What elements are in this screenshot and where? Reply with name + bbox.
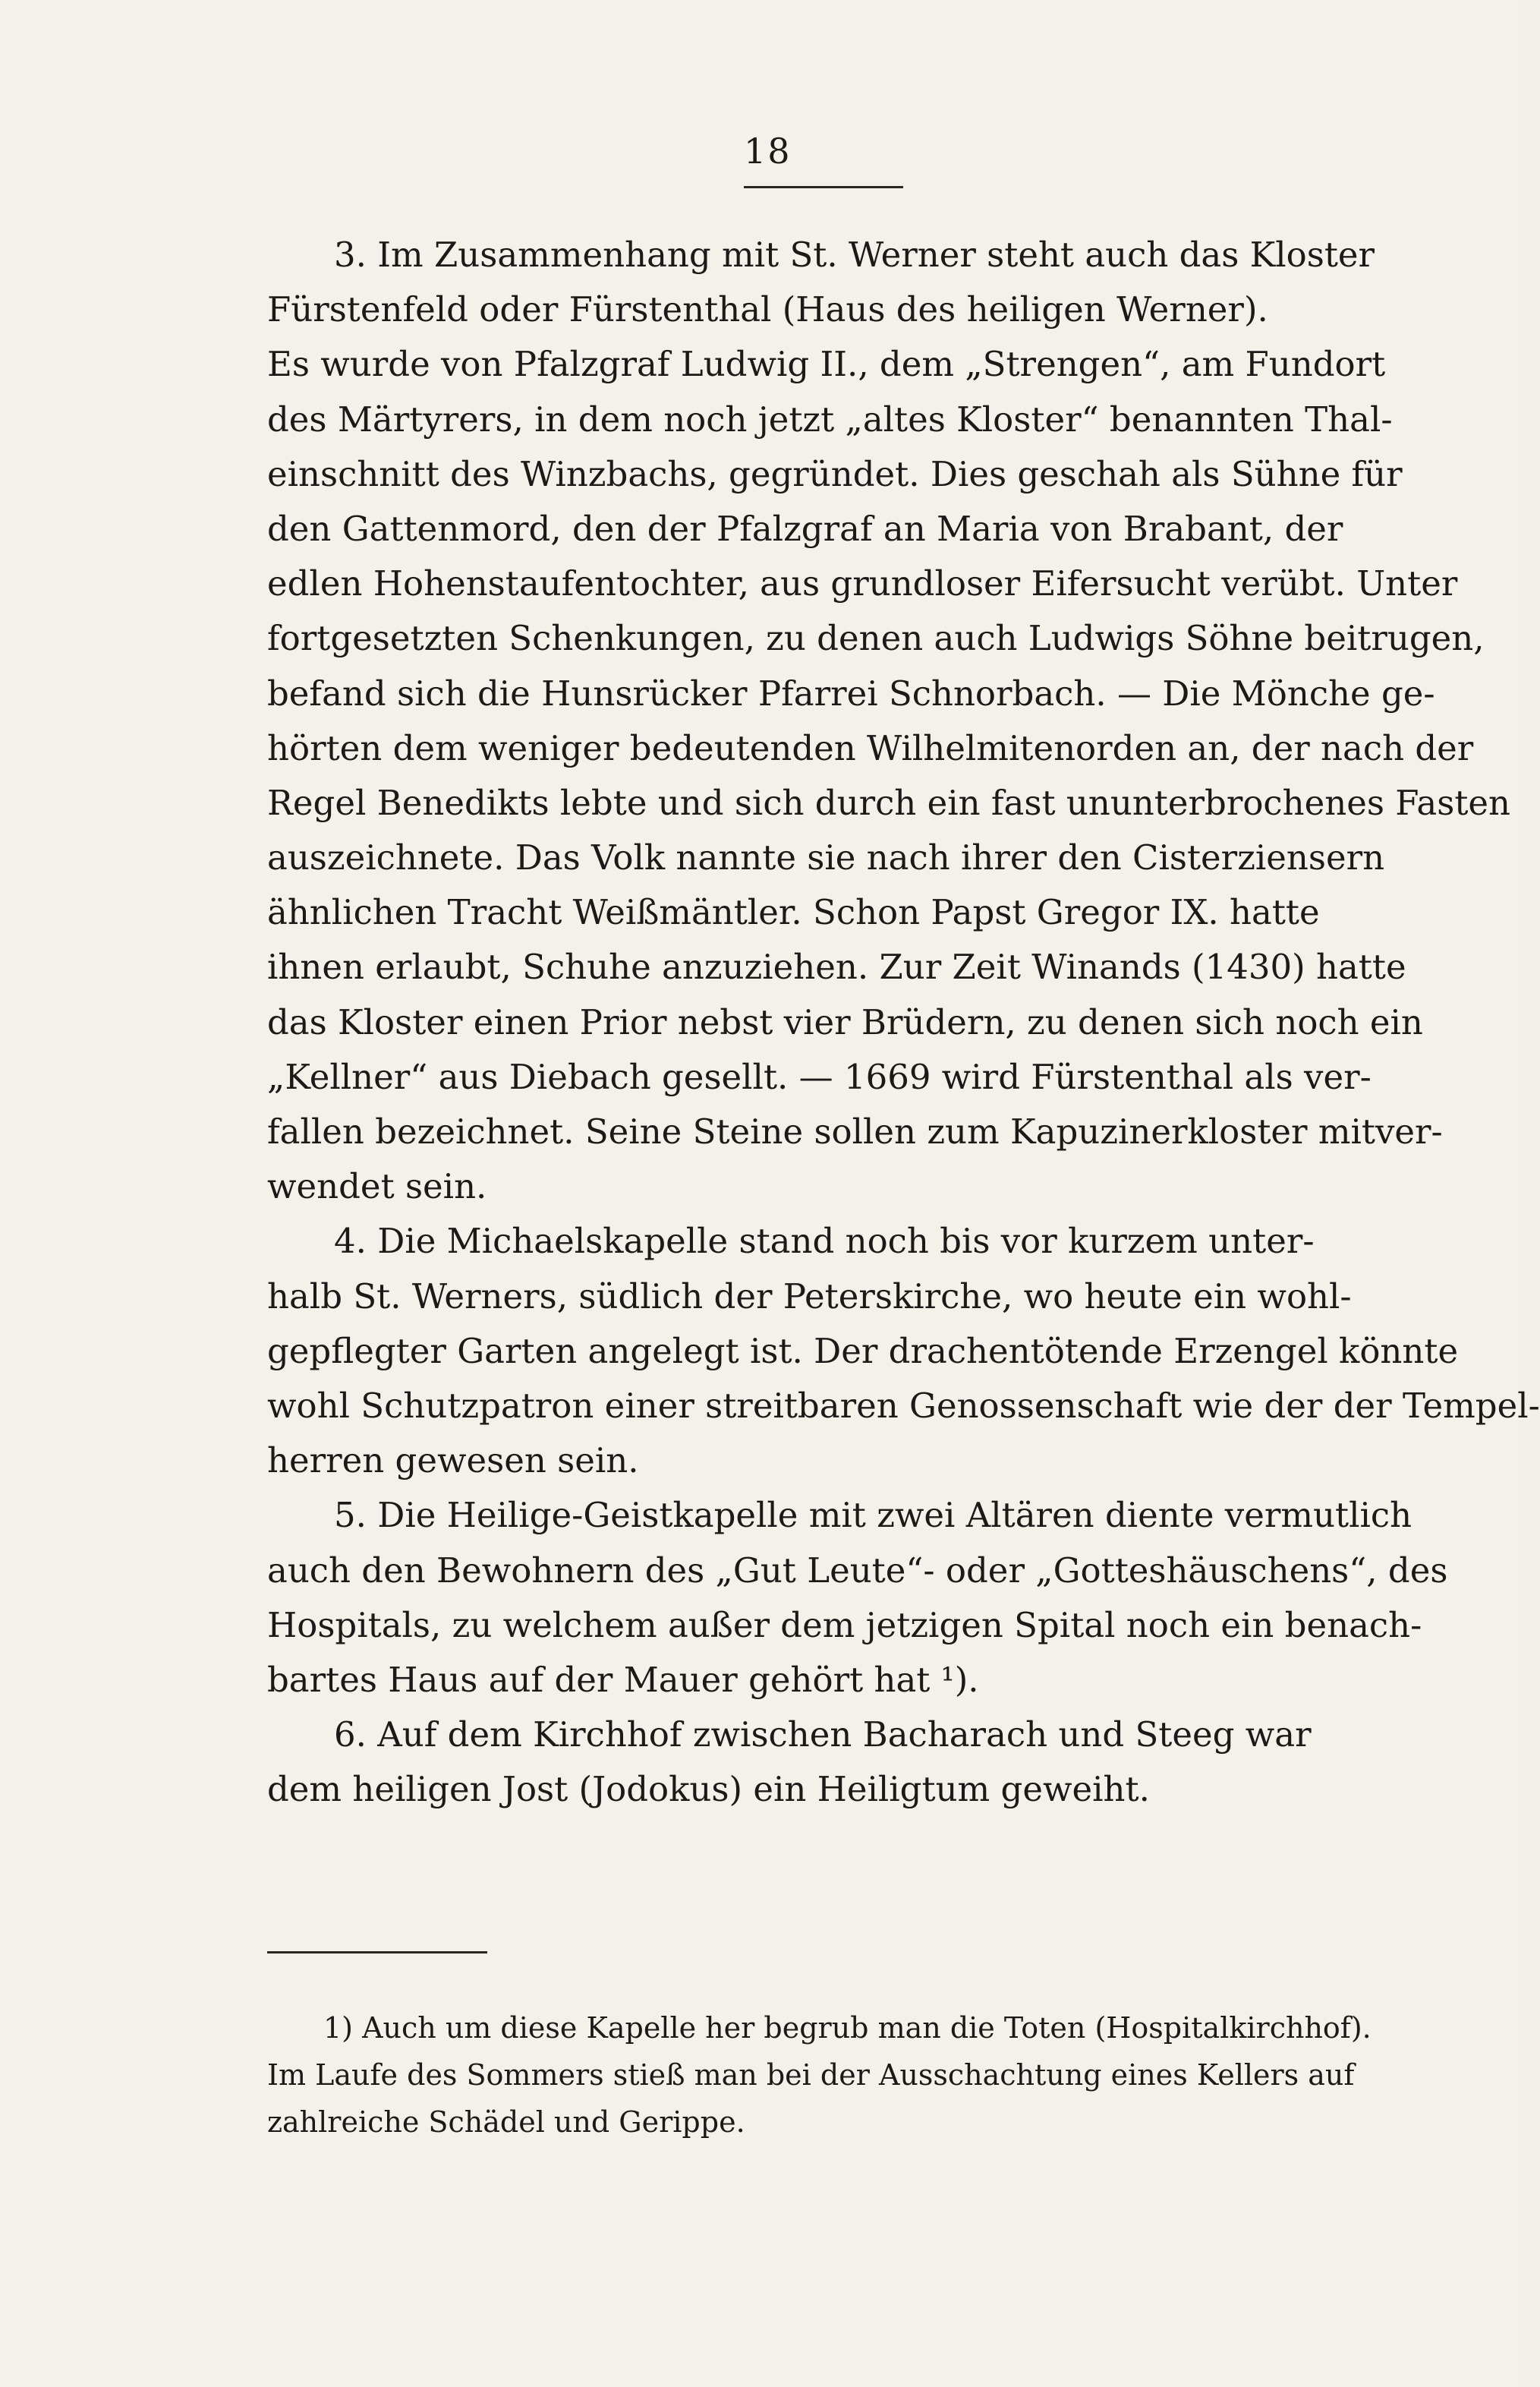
text-line: 4. Die Michaelskapelle stand noch bis vor kurzem unter- bbox=[334, 1221, 1315, 1262]
text-line: befand sich die Hunsrücker Pfarrei Schnorbach. — Die Mönche ge- bbox=[267, 673, 1435, 714]
text-line: 6. Auf dem Kirchhof zwischen Bacharach und Steeg war bbox=[334, 1714, 1312, 1755]
text-line: gepflegter Garten angelegt ist. Der drachentötende Erzengel könnte bbox=[267, 1330, 1459, 1371]
text-line: wohl Schutzpatron einer streitbaren Genossenschaft wie der der Tempel- bbox=[267, 1385, 1540, 1426]
footnote bbox=[267, 2004, 1380, 2146]
text-line: Fürstenfeld oder Fürstenthal (Haus des heiligen Werner). bbox=[267, 289, 1268, 330]
text-line: fallen bezeichnet. Seine Steine sollen zum Kapuzinerkloster mitver- bbox=[267, 1112, 1443, 1152]
footnote-rule bbox=[267, 1951, 487, 1953]
text-line: bartes Haus auf der Mauer gehört hat ¹). bbox=[267, 1659, 979, 1700]
text-line: Hospitals, zu welchem außer dem jetzigen Spital noch ein benach- bbox=[267, 1604, 1422, 1645]
text-line: fortgesetzten Schenkungen, zu denen auch Ludwigs Söhne beitrugen, bbox=[267, 618, 1485, 659]
footnote-line: 1) Auch um diese Kapelle her begrub man die Toten (Hospitalkirchhof). bbox=[323, 2011, 1372, 2045]
text-line: des Märtyrers, in dem noch jetzt „altes Kloster“ benannten Thal- bbox=[267, 399, 1393, 440]
footnote-line: zahlreiche Schädel und Gerippe. bbox=[267, 2105, 745, 2139]
text-line: ihnen erlaubt, Schuhe anzuziehen. Zur Zeit Winands (1430) hatte bbox=[267, 947, 1406, 988]
text-line: edlen Hohenstaufentochter, aus grundloser Eifersucht verübt. Unter bbox=[267, 563, 1458, 604]
text-line: auszeichnete. Das Volk nannte sie nach ihrer den Cisterziensern bbox=[267, 837, 1385, 878]
page-number: 18 bbox=[744, 131, 792, 172]
text-line: 5. Die Heilige-Geistkapelle mit zwei Altären diente vermutlich bbox=[334, 1495, 1412, 1536]
text-line: auch den Bewohnern des „Gut Leute“- oder „Gotteshäuschens“, des bbox=[267, 1550, 1448, 1591]
text-line: ähnlichen Tracht Weißmäntler. Schon Papst Gregor IX. hatte bbox=[267, 892, 1320, 933]
footnote-line: Im Laufe des Sommers stieß man bei der Ausschachtung eines Kellers auf bbox=[267, 2058, 1355, 2092]
header-rule bbox=[744, 186, 903, 188]
text-line: „Kellner“ aus Diebach gesellt. — 1669 wird Fürstenthal als ver- bbox=[267, 1056, 1372, 1097]
text-line: das Kloster einen Prior nebst vier Brüdern, zu denen sich noch ein bbox=[267, 1001, 1423, 1042]
text-line: hörten dem weniger bedeutenden Wilhelmitenorden an, der nach der bbox=[267, 727, 1474, 768]
text-line: Regel Benedikts lebte und sich durch ein fast ununterbrochenes Fasten bbox=[267, 782, 1511, 823]
text-line: halb St. Werners, südlich der Peterskirche, wo heute ein wohl- bbox=[267, 1275, 1352, 1316]
text-line: 3. Im Zusammenhang mit St. Werner steht auch das Kloster bbox=[334, 235, 1375, 275]
text-line: wendet sein. bbox=[267, 1166, 487, 1207]
text-line: den Gattenmord, den der Pfalzgraf an Maria von Brabant, der bbox=[267, 508, 1343, 549]
text-line: Es wurde von Pfalzgraf Ludwig II., dem „Strengen“, am Fundort bbox=[267, 344, 1386, 385]
text-line: herren gewesen sein. bbox=[267, 1440, 639, 1481]
main-text bbox=[267, 228, 1540, 1817]
text-line: einschnitt des Winzbachs, gegründet. Dies geschah als Sühne für bbox=[267, 453, 1403, 494]
text-line: dem heiligen Jost (Jodokus) ein Heiligtum geweiht. bbox=[267, 1769, 1150, 1810]
